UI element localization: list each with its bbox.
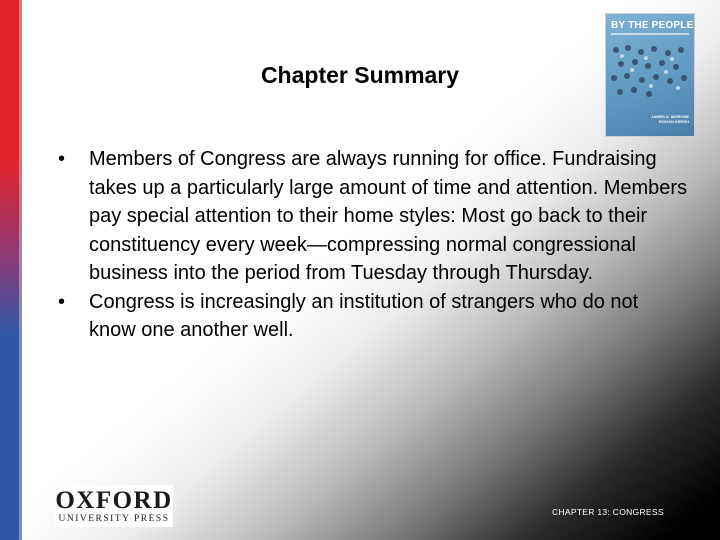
bullet-marker: • (58, 290, 66, 313)
bullet-text: Members of Congress are always running for office. Fundraising takes up a particularly large amount of time and attention. Members pay special attention to their home styles: Most go back to their constituency every week—compressing normal congressional business into the period from Tuesday through Thursday. (89, 148, 688, 284)
book-cover-author: JAMES A. MORONE (651, 114, 689, 119)
book-cover-subtitle-line (611, 33, 689, 35)
book-cover-portraits-graphic (606, 40, 694, 110)
chapter-footer: CHAPTER 13: CONGRESS (552, 507, 664, 517)
bullet-text: Congress is increasingly an institution of strangers who do not know one another well. (89, 290, 639, 341)
bullet-item (58, 288, 688, 345)
book-cover-image (605, 13, 695, 137)
slide-title: Chapter Summary (260, 62, 460, 88)
oxford-logo (55, 485, 173, 527)
bullet-marker: • (58, 148, 66, 170)
book-cover-author: ROGAN KERSH (658, 119, 689, 124)
logo-subtitle: UNIVERSITY PRESS (58, 514, 170, 524)
book-cover-title: BY THE PEOPLE (611, 20, 694, 31)
book-cover-authors (651, 114, 689, 124)
logo-name: OXFORD (55, 487, 173, 514)
bullet-item (58, 145, 688, 288)
bullet-list (58, 145, 688, 345)
